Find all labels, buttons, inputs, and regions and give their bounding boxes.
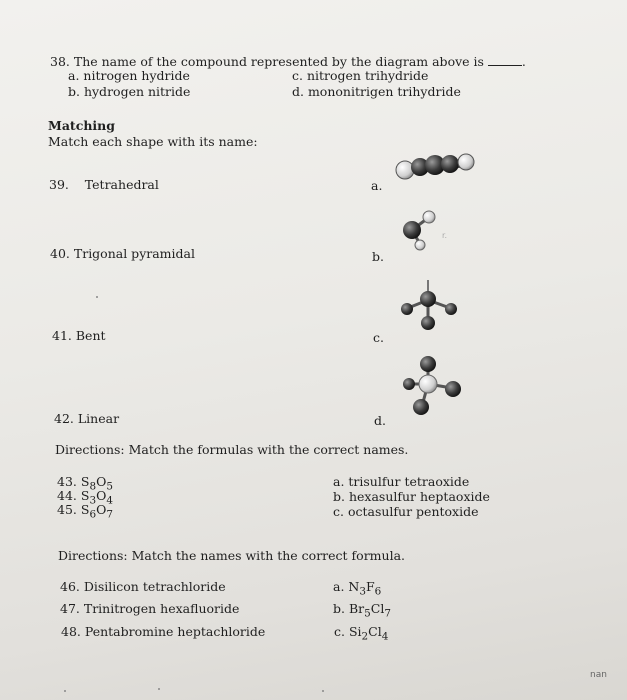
match-item-label: Linear xyxy=(77,411,120,426)
q38-option-c: c. nitrogen trihydride xyxy=(292,68,429,83)
shape-letter-d: d. xyxy=(374,413,386,428)
match-item-40 xyxy=(50,246,195,261)
formula-answer-c: c. octasulfur pentoxide xyxy=(333,504,479,519)
match-item-42 xyxy=(54,411,119,426)
formula-element: S xyxy=(80,502,90,517)
formulas-directions: Directions: Match the formulas with the correct names. xyxy=(55,442,409,457)
name-answer-letter: a. xyxy=(333,579,345,594)
corner-text: nan xyxy=(590,670,607,680)
formula-item-45 xyxy=(57,502,113,523)
stray-mark xyxy=(96,296,98,298)
formula-element: S xyxy=(80,474,90,489)
formula-subscript: 3 xyxy=(359,585,366,598)
formula-element: Br xyxy=(348,601,365,616)
name-item-46: 46. Disilicon tetrachloride xyxy=(60,579,226,594)
trigonal-pyramidal-molecule-image xyxy=(398,278,460,334)
match-item-number: 42. xyxy=(54,411,74,426)
match-item-label: Tetrahedral xyxy=(84,177,159,192)
matching-instruction: Match each shape with its name: xyxy=(48,134,258,149)
match-item-41 xyxy=(52,328,106,343)
name-answer-letter: c. xyxy=(334,624,345,639)
shape-letter-b: b. xyxy=(372,249,384,264)
formula-subscript: 3 xyxy=(89,494,97,507)
match-item-number: 39. xyxy=(49,177,69,192)
q38-number: 38. xyxy=(50,54,70,69)
q38-option-b: b. hydrogen nitride xyxy=(68,84,191,99)
name-answer-a xyxy=(333,579,381,600)
name-item-48: 48. Pentabromine heptachloride xyxy=(61,624,266,639)
q38-stem-line xyxy=(50,54,526,69)
formula-subscript: 2 xyxy=(361,630,369,643)
stray-mark xyxy=(322,690,324,692)
q38-stem: The name of the compound represented by the diagram above is xyxy=(73,54,484,69)
name-item-47: 47. Trinitrogen hexafluoride xyxy=(60,601,240,616)
formula-element: O xyxy=(96,502,107,517)
tetrahedral-molecule-image xyxy=(400,354,466,420)
formula-element: Cl xyxy=(370,601,385,616)
formula-number: 44. xyxy=(57,488,77,503)
match-item-label: Trigonal pyramidal xyxy=(73,246,195,261)
formula-element: Si xyxy=(348,624,362,639)
q38-end: . xyxy=(521,54,526,69)
bent-molecule-image xyxy=(398,208,458,254)
formula-subscript: 4 xyxy=(381,630,389,643)
formula-element: O xyxy=(96,488,107,503)
match-item-label: Bent xyxy=(75,328,106,343)
match-item-number: 41. xyxy=(52,328,72,343)
formula-subscript: 5 xyxy=(364,607,371,620)
formula-subscript: 6 xyxy=(374,585,382,598)
stray-mark xyxy=(64,690,66,692)
name-answer-letter: b. xyxy=(333,601,345,616)
q38-option-d: d. mononitrigen trihydride xyxy=(292,84,461,99)
formula-subscript: 5 xyxy=(106,480,113,493)
match-item-number: 40. xyxy=(50,246,70,261)
formula-number: 45. xyxy=(57,502,77,517)
formula-element: N xyxy=(348,579,360,594)
formula-subscript: 4 xyxy=(106,494,113,507)
name-answer-c xyxy=(334,624,388,645)
q38-answer-blank xyxy=(488,55,522,66)
matching-heading: Matching xyxy=(48,118,115,133)
formula-subscript: 7 xyxy=(384,607,391,620)
shape-letter-a: a. xyxy=(371,178,383,193)
formula-subscript: 7 xyxy=(106,508,113,521)
q38-option-a: a. nitrogen hydride xyxy=(68,68,190,83)
linear-molecule-image xyxy=(390,146,480,186)
svg-text:r.: r. xyxy=(442,231,448,240)
formula-answer-b: b. hexasulfur heptaoxide xyxy=(333,489,490,504)
stray-mark xyxy=(158,688,160,690)
names-directions: Directions: Match the names with the correct formula. xyxy=(58,548,405,563)
formula-element: Cl xyxy=(368,624,382,639)
formula-number: 43. xyxy=(57,474,77,489)
formula-subscript: 8 xyxy=(89,480,97,493)
formula-element: F xyxy=(365,579,375,594)
formula-subscript: 6 xyxy=(89,508,97,521)
formula-element: O xyxy=(96,474,107,489)
formula-element: S xyxy=(80,488,90,503)
formula-answer-a: a. trisulfur tetraoxide xyxy=(333,474,470,489)
name-answer-b xyxy=(333,601,391,622)
match-item-39 xyxy=(49,177,159,192)
shape-letter-c: c. xyxy=(373,330,384,345)
